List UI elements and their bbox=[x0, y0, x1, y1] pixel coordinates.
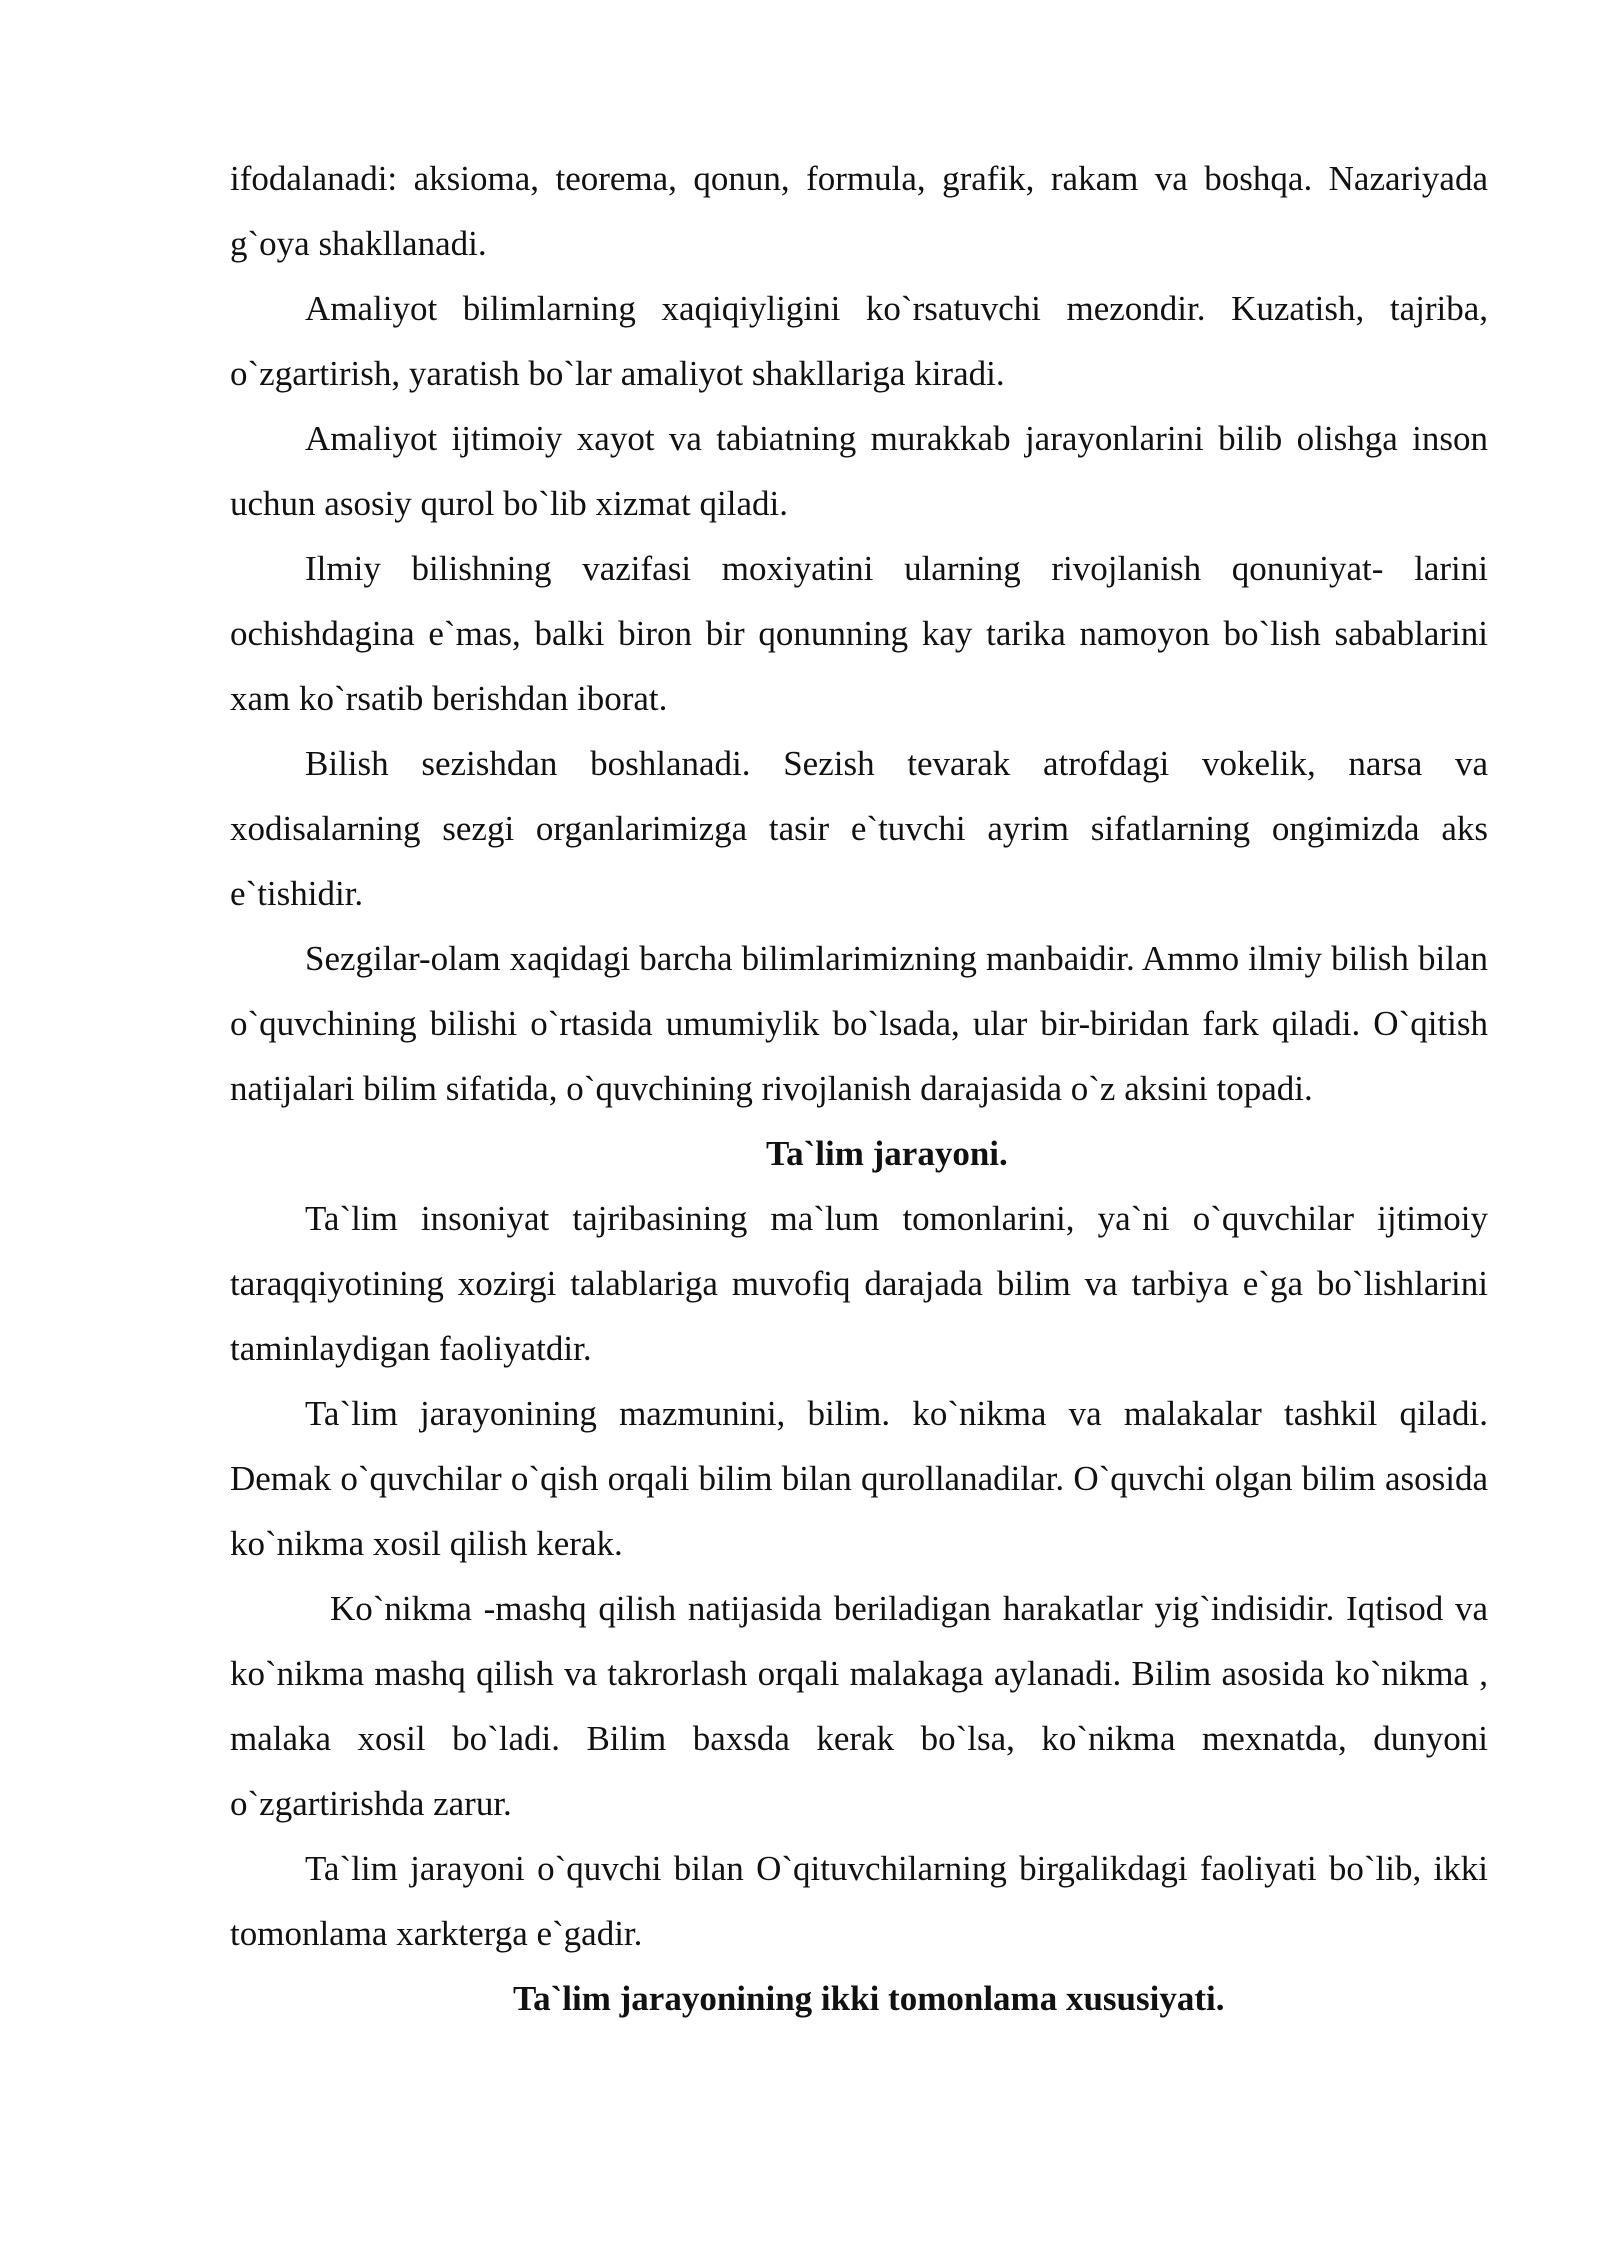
section-heading-education-process: Ta`lim jarayoni. bbox=[766, 1134, 1008, 1173]
paragraph-education-definition: Ta`lim insoniyat tajribasining ma`lum tomonlarini, ya`ni o`quvchilar ijtimoiy taraqqiyotining xozirgi talablariga muvofiq darajada bilim va tarbiya e`ga bo`lishlarini taminlaydigan faoliyatdir. bbox=[230, 1199, 1488, 1368]
paragraph-scientific-knowledge: Ilmiy bilishning vazifasi moxiyatini ularning rivojlanish qonuniyat- larini ochishdagina e`mas, balki biron bir qonunning kay tarika namoyon bo`lish sabablarini xam ko`rsatib berishdan iborat. bbox=[230, 549, 1488, 718]
paragraph-practice-criterion: Amaliyot bilimlarning xaqiqiyligini ko`rsatuvchi mezondir. Kuzatish, tajriba, o`zgartirish, yaratish bo`lar amaliyot shakllariga kiradi. bbox=[230, 289, 1488, 393]
paragraph-continuation: ifodalanadi: aksioma, teorema, qonun, formula, grafik, rakam va boshqa. Nazariyada g`oya shakllanadi. bbox=[230, 159, 1488, 263]
paragraph-sensation: Bilish sezishdan boshlanadi. Sezish tevarak atrofdagi vokelik, narsa va xodisalarning sezgi organlarimizga tasir e`tuvchi ayrim sifatlarning ongimizda aks e`tishidir. bbox=[230, 744, 1488, 913]
paragraph-sensations-source: Sezgilar-olam xaqidagi barcha bilimlarimizning manbaidir. Ammo ilmiy bilish bilan o`quvchining bilishi o`rtasida umumiylik bo`lsada, ular bir-biridan fark qiladi. O`qitish natijalari bilim sifatida, o`quvchining rivojlanish darajasida o`z aksini topadi. bbox=[230, 939, 1488, 1108]
document-page bbox=[230, 146, 1488, 2031]
paragraph-skill: Ko`nikma -mashq qilish natijasida beriladigan harakatlar yig`indisidir. Iqtisod va ko`nikma mashq qilish va takrorlash orqali malakaga aylanadi. Bilim asosida ko`nikma , malaka xosil bo`ladi. Bilim baxsda kerak bo`lsa, ko`nikma mexnatda, dunyoni o`zgartirishda zarur. bbox=[230, 1589, 1488, 1823]
paragraph-practice-tool: Amaliyot ijtimoiy xayot va tabiatning murakkab jarayonlarini bilib olishga inson uchun asosiy qurol bo`lib xizmat qiladi. bbox=[230, 419, 1488, 523]
paragraph-education-content: Ta`lim jarayonining mazmunini, bilim. ko`nikma va malakalar tashkil qiladi. Demak o`quvchilar o`qish orqali bilim bilan qurollanadilar. O`quvchi olgan bilim asosida ko`nikma xosil qilish kerak. bbox=[230, 1394, 1488, 1563]
paragraph-joint-activity: Ta`lim jarayoni o`quvchi bilan O`qituvchilarning birgalikdagi faoliyati bo`lib, ikki tomonlama xarkterga e`gadir. bbox=[230, 1849, 1488, 1953]
section-heading-two-sided-nature: Ta`lim jarayonining ikki tomonlama xususiyati. bbox=[513, 1979, 1225, 2018]
